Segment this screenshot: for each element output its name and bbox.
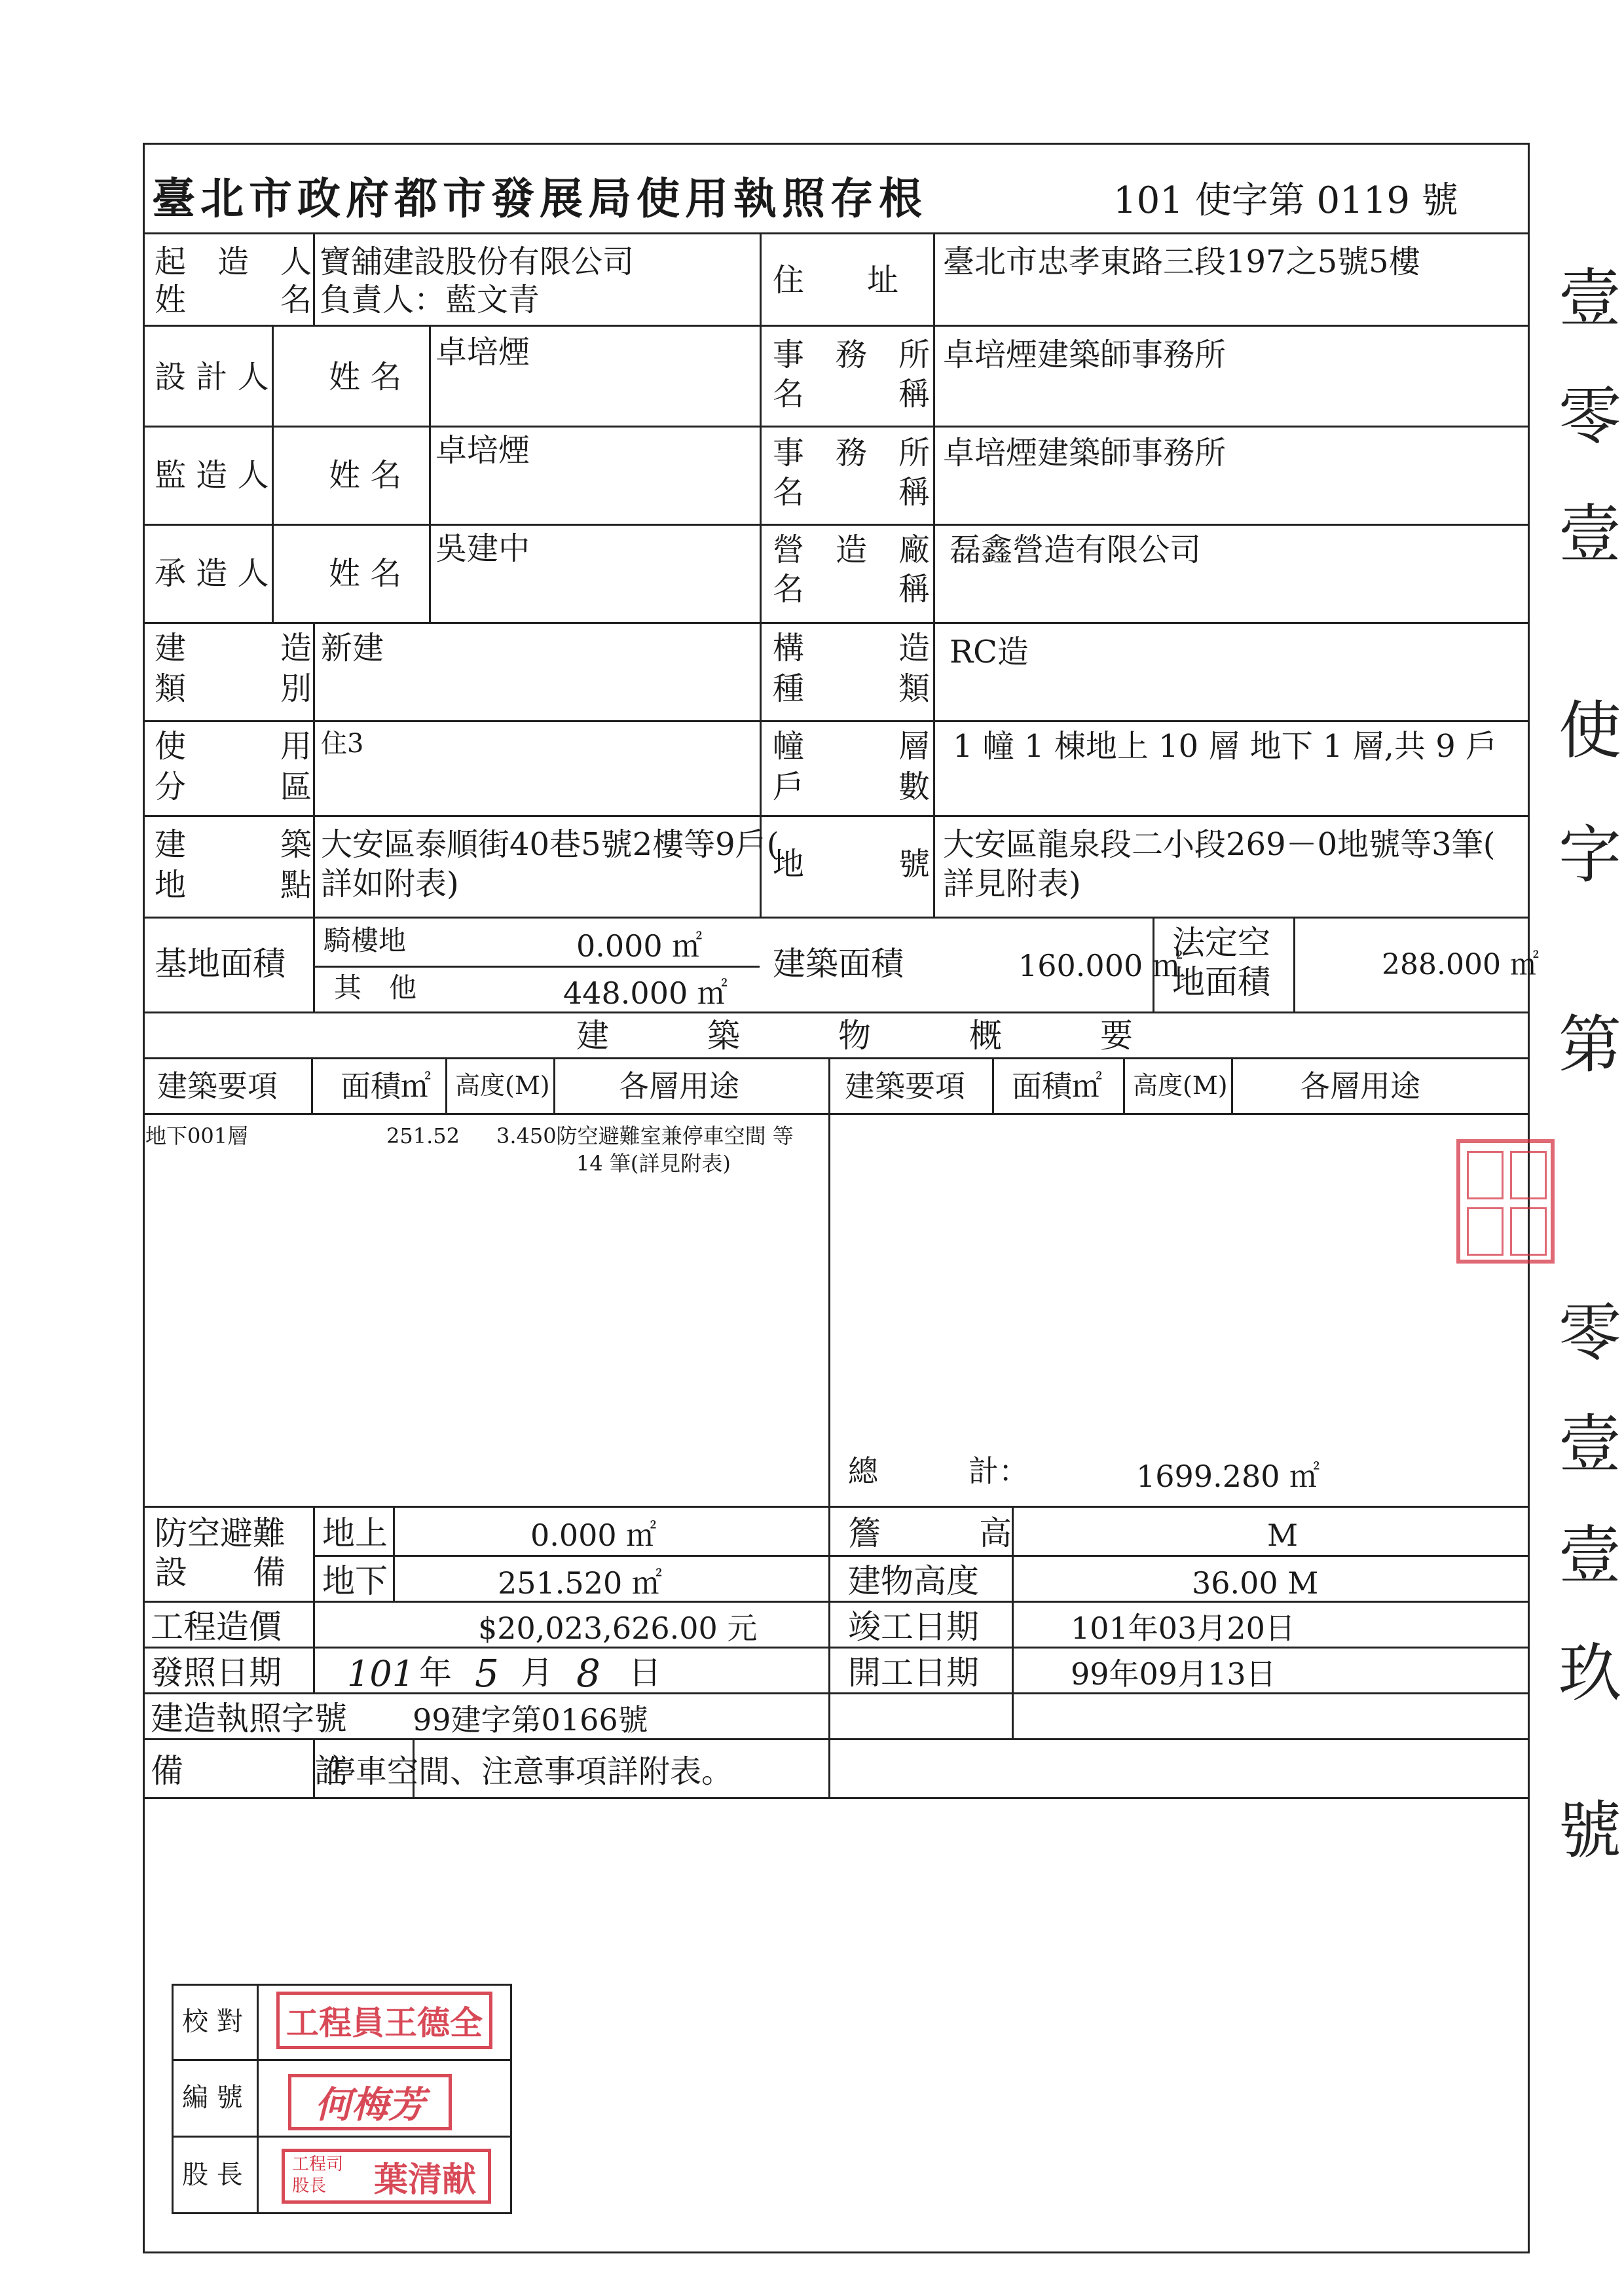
rule [393, 1506, 395, 1601]
issue-year: 101 [347, 1653, 415, 1694]
build-area-label: 建築面積 [773, 945, 904, 983]
seal-glyph [1467, 1207, 1504, 1256]
total-value: 1699.280 ㎡ [1136, 1459, 1320, 1494]
rule [172, 2059, 512, 2061]
shelter-label-1: 防空避難 [155, 1514, 286, 1552]
side-char: 壹 [1559, 1408, 1621, 1481]
rule [143, 232, 1530, 234]
floors-label-1: 幢 層 [773, 728, 931, 765]
summary-use-2: 14 筆(詳見附表) [576, 1151, 731, 1176]
rule [143, 1601, 1530, 1603]
check-label: 校 對 [182, 2007, 243, 2037]
site-label-1: 建 築 [155, 826, 312, 863]
rule [272, 325, 274, 622]
supervisor-value: 卓培煙 [435, 432, 530, 469]
rule [828, 1057, 830, 1506]
col-height-left: 高度(M) [455, 1071, 550, 1100]
col-item-left: 建築要項 [157, 1068, 278, 1104]
rule [445, 1057, 447, 1113]
designer-name-label: 姓 名 [329, 359, 402, 395]
rule [172, 2136, 512, 2138]
type-label-2: 類 別 [155, 670, 312, 707]
contractor-name-label: 姓 名 [329, 555, 402, 592]
designer-office-value: 卓培煙建築師事務所 [943, 337, 1227, 373]
supervisor-office-label-1: 事 務 所 [773, 435, 931, 471]
rule [313, 232, 315, 325]
remark-label: 備 註 [151, 1752, 347, 1790]
remark-value: 停車空間、注意事項詳附表。 [324, 1753, 733, 1790]
chief-stamp-small: 工程司 股長 [292, 2155, 344, 2196]
rule [143, 917, 1530, 919]
rule [143, 1797, 1530, 1799]
other-value: 448.000 ㎡ [563, 975, 728, 1011]
struct-value: RC造 [950, 634, 1029, 670]
cost-label: 工程造價 [151, 1608, 282, 1646]
issue-month: 5 [475, 1651, 499, 1696]
chief-label: 股 長 [182, 2160, 243, 2190]
col-area-left: 面積㎡ [341, 1068, 431, 1104]
address-label: 住 址 [773, 262, 899, 299]
owner-label-2: 姓 名 [155, 282, 312, 318]
open-area-value: 288.000 ㎡ [1382, 948, 1539, 981]
rule [143, 815, 1530, 817]
license-label: 建造執照字號 [151, 1700, 347, 1738]
side-char: 字 [1559, 818, 1621, 892]
firm-label-2: 名 稱 [773, 571, 931, 608]
struct-label-1: 構 造 [773, 630, 931, 666]
number-stamp: 何梅芳 [288, 2074, 452, 2130]
check-stamp: 工程員王德全 [276, 1992, 492, 2049]
base-area-label: 基地面積 [155, 945, 286, 983]
rule [553, 1057, 555, 1113]
address-value: 臺北市忠孝東路三段197之5號5樓 [943, 244, 1420, 280]
side-char: 壹 [1559, 1519, 1621, 1592]
rule [143, 1011, 1530, 1013]
summary-heading: 建 築 物 概 要 [576, 1017, 1133, 1055]
supervisor-office-value: 卓培煙建築師事務所 [943, 435, 1227, 471]
rule [313, 1506, 315, 1601]
license-value: 99建字第0166號 [413, 1702, 648, 1738]
zone-value: 住3 [321, 729, 364, 759]
complete-label: 竣工日期 [848, 1608, 979, 1646]
floors-label-2: 戶 數 [773, 769, 931, 805]
open-area-label-2: 地面積 [1172, 963, 1270, 1001]
issue-year-unit: 年 [419, 1654, 452, 1692]
rule [143, 1113, 1530, 1115]
rule [313, 1555, 1530, 1557]
col-use-right: 各層用途 [1300, 1068, 1420, 1104]
side-char: 使 [1559, 694, 1621, 767]
seal-glyph [1467, 1151, 1504, 1199]
rule [143, 1506, 1530, 1508]
summary-use-1: 3.450防空避難室兼停車空間 等 [496, 1123, 794, 1148]
summary-floor: 地下001層 [145, 1123, 249, 1148]
other-label: 其 他 [334, 972, 417, 1004]
side-char: 壹 [1559, 498, 1621, 571]
permit-number: 101 使字第 0119 號 [1113, 179, 1458, 222]
rule [143, 622, 1530, 624]
owner-label-1: 起 造 人 [155, 244, 312, 280]
official-seal [1456, 1139, 1555, 1264]
side-char: 玖 [1559, 1637, 1621, 1710]
supervisor-name-label: 姓 名 [329, 457, 402, 494]
shelter-label-2: 設 備 [155, 1554, 286, 1592]
cost-value: $20,023,626.00 元 [478, 1611, 758, 1646]
summary-area: 251.52 [386, 1123, 460, 1148]
issue-month-unit: 月 [521, 1654, 553, 1692]
side-char: 零 [1559, 380, 1621, 453]
complete-value: 101年03月20日 [1071, 1611, 1295, 1646]
firm-value: 磊鑫營造有限公司 [950, 532, 1202, 568]
supervisor-label: 監 造 人 [155, 457, 269, 494]
document-title: 臺北市政府都市發展局使用執照存根 [152, 173, 927, 224]
col-item-right: 建築要項 [845, 1068, 965, 1104]
contractor-value: 吳建中 [435, 530, 530, 567]
rule [143, 720, 1530, 722]
type-label-1: 建 造 [155, 630, 312, 666]
rule [1123, 1057, 1125, 1113]
rule [143, 1738, 1530, 1740]
rule [143, 426, 1530, 428]
open-area-label-1: 法定空 [1172, 924, 1270, 962]
site-value-2: 詳如附表) [321, 866, 459, 902]
side-char: 號 [1559, 1794, 1621, 1867]
side-char: 壹 [1559, 262, 1621, 335]
rule [313, 622, 315, 917]
lot-value-1: 大安區龍泉段二小段269－0地號等3筆( [943, 826, 1496, 863]
rule [311, 1057, 313, 1113]
designer-office-label-2: 名 稱 [773, 376, 931, 412]
arcade-label: 騎樓地 [323, 924, 407, 957]
rule [313, 966, 760, 968]
start-label: 開工日期 [848, 1654, 979, 1692]
below-label: 地下 [322, 1562, 388, 1600]
rule [933, 232, 935, 917]
rule [1231, 1057, 1233, 1113]
building-height-value: 36.00 M [1192, 1565, 1319, 1601]
rule [257, 1984, 259, 2214]
designer-label: 設 計 人 [155, 359, 269, 395]
rule [1293, 917, 1295, 1011]
type-value: 新建 [321, 630, 384, 666]
issue-day: 8 [576, 1651, 600, 1696]
rule [143, 325, 1530, 327]
issue-day-unit: 日 [629, 1654, 661, 1692]
seal-glyph [1510, 1151, 1547, 1199]
chief-stamp: 葉清献 [282, 2149, 491, 2204]
number-label: 編 號 [182, 2083, 243, 2113]
owner-value-2: 負責人：藍文青 [320, 282, 540, 318]
zone-label-1: 使 用 [155, 728, 312, 765]
below-value: 251.520 ㎡ [498, 1565, 662, 1601]
rule [313, 917, 315, 1011]
above-value: 0.000 ㎡ [530, 1518, 657, 1553]
start-value: 99年09月13日 [1071, 1656, 1276, 1692]
seal-glyph [1510, 1207, 1547, 1256]
col-height-right: 高度(M) [1133, 1071, 1228, 1100]
rule [143, 1057, 1530, 1059]
firm-label-1: 營 造 廠 [773, 532, 931, 568]
rule [992, 1057, 994, 1113]
build-area-value: 160.000 ㎡ [1018, 948, 1183, 983]
side-char: 零 [1559, 1296, 1621, 1370]
eave-label: 簷 高 [848, 1514, 1012, 1552]
struct-label-2: 種 類 [773, 670, 931, 707]
designer-value: 卓培煙 [435, 334, 530, 371]
supervisor-office-label-2: 名 稱 [773, 474, 931, 511]
rule [143, 1647, 1530, 1649]
designer-office-label-1: 事 務 所 [773, 337, 931, 373]
side-char: 第 [1559, 1008, 1621, 1082]
rule [828, 1506, 830, 1797]
eave-value: M [1267, 1518, 1299, 1553]
col-area-right: 面積㎡ [1012, 1068, 1102, 1104]
site-value-1: 大安區泰順街40巷5號2樓等9戶( [321, 826, 779, 863]
building-height-label: 建物高度 [848, 1562, 979, 1600]
floors-value: 1 幢 1 棟地上 10 層 地下 1 層,共 9 戶 [953, 728, 1498, 765]
site-label-2: 地 點 [155, 867, 312, 903]
rule [1012, 1506, 1014, 1738]
arcade-value: 0.000 ㎡ [576, 928, 703, 964]
above-label: 地上 [322, 1514, 388, 1552]
zone-label-2: 分 區 [155, 769, 312, 805]
rule [143, 524, 1530, 526]
contractor-label: 承 造 人 [155, 555, 269, 592]
total-label: 總 計： [848, 1453, 1029, 1489]
issue-label: 發照日期 [151, 1654, 282, 1692]
col-use-left: 各層用途 [619, 1068, 739, 1104]
owner-value-1: 寶舖建設股份有限公司 [320, 244, 635, 280]
rule [429, 325, 431, 622]
rule [313, 1601, 315, 1692]
lot-label: 地 號 [773, 846, 931, 883]
lot-value-2: 詳見附表) [943, 866, 1081, 902]
rule [760, 232, 762, 917]
